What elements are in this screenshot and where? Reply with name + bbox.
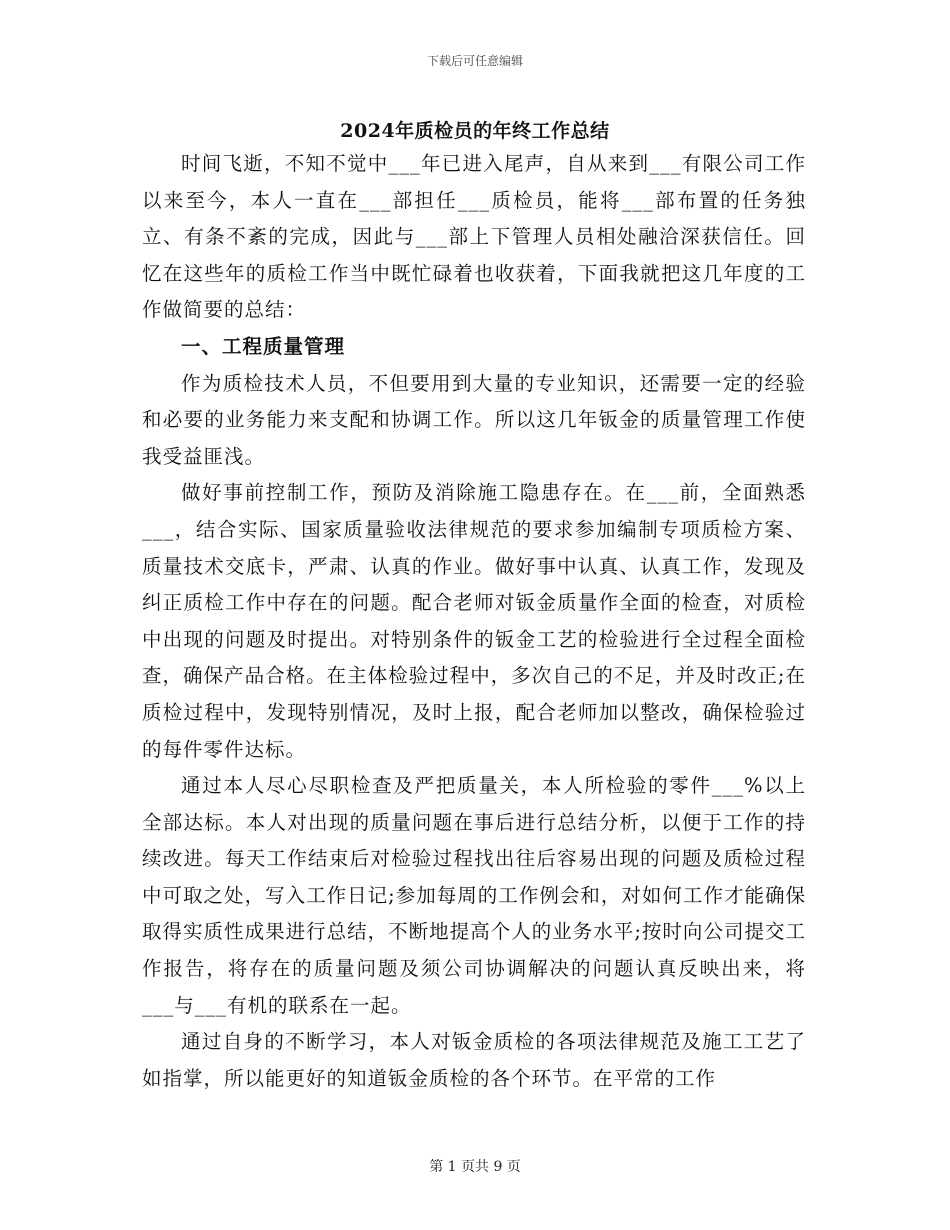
paragraph-intro: 时间飞逝，不知不觉中___年已进入尾声，自从来到___有限公司工作以来至今，本人一直在___部担任___质检员，能将___部布置的任务独立、有条不紊的完成，因此与___部上下管理人员相处融洽深获信任。回忆在这些年的质检工作当中既忙碌着也收获着，下面我就把这几年度的工作做简要的总结： bbox=[142, 152, 806, 322]
paragraph-quality-results: 通过本人尽心尽职检查及严把质量关，本人所检验的零件___%以上全部达标。本人对出现的质量问题在事后进行总结分析，以便于工作的持续改进。每天工作结束后对检验过程找出往后容易出现的问题及质检过程中可取之处，写入工作日记;参加每周的工作例会和，对如何工作才能确保取得实质性成果进行总结，不断地提高个人的业务水平;按时向公司提交工作报告，将存在的质量问题及须公司协调解决的问题认真反映出来，将___与___有机的联系在一起。 bbox=[142, 774, 806, 1017]
paragraph-role-description: 作为质检技术人员，不但要用到大量的专业知识，还需要一定的经验和必要的业务能力来支配和协调工作。所以这几年钣金的质量管理工作使我受益匪浅。 bbox=[142, 371, 806, 468]
page-number-footer: 第 1 页共 9 页 bbox=[429, 1159, 521, 1175]
document-title: 2024年质检员的年终工作总结 bbox=[340, 120, 610, 142]
page-header-note: 下载后可任意编辑 bbox=[426, 54, 523, 68]
section-heading-quality-management: 一、工程质量管理 bbox=[181, 334, 346, 358]
document-body bbox=[142, 146, 806, 1097]
paragraph-self-learning: 通过自身的不断学习，本人对钣金质检的各项法律规范及施工工艺了如指掌，所以能更好的知道钣金质检的各个环节。在平常的工作 bbox=[142, 1030, 806, 1090]
paragraph-pre-control: 做好事前控制工作，预防及消除施工隐患存在。在___前，全面熟悉___，结合实际、国家质量验收法律规范的要求参加编制专项质检方案、质量技术交底卡，严肃、认真的作业。做好事中认真、认真工作，发现及纠正质检工作中存在的问题。配合老师对钣金质量作全面的检查，对质检中出现的问题及时提出。对特别条件的钣金工艺的检验进行全过程全面检查，确保产品合格。在主体检验过程中，多次自己的不足，并及时改正;在质检过程中，发现特别情况，及时上报，配合老师加以整改，确保检验过的每件零件达标。 bbox=[142, 481, 806, 761]
